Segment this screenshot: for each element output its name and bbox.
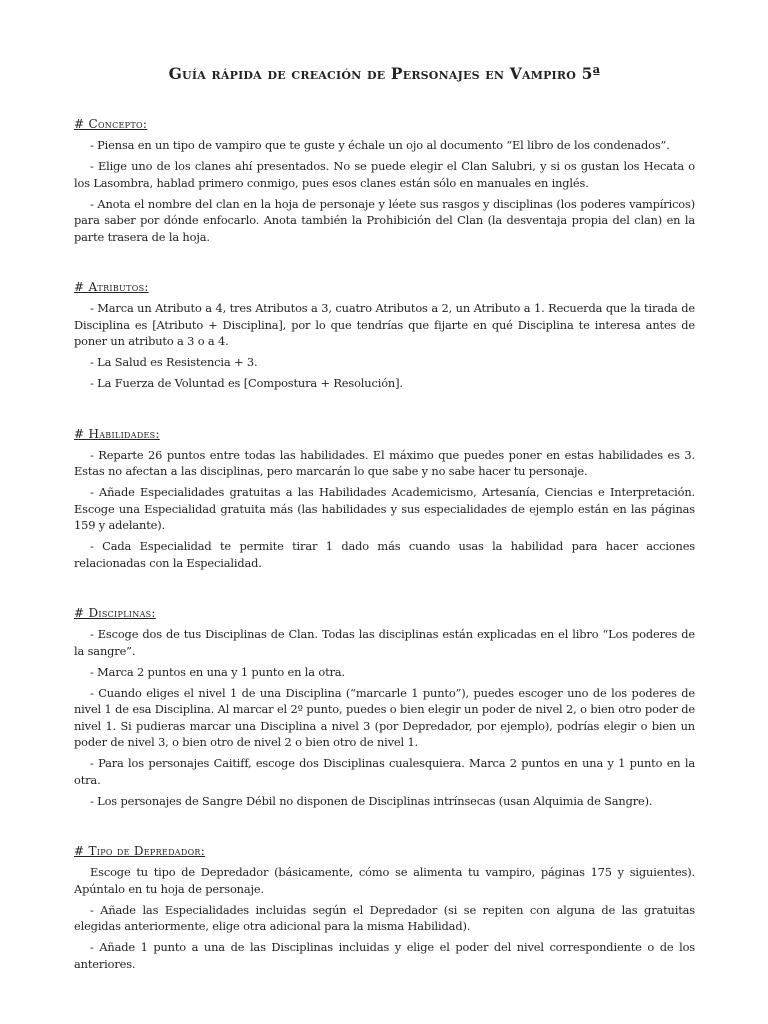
- paragraph: - Anota el nombre del clan en la hoja de personaje y léete sus rasgos y disciplinas (los poderes vampíricos) para saber por dónde enfocarlo. Anota también la Prohibición del Clan (la desventaja propia del clan) en la parte trasera de la hoja.: [74, 196, 695, 244]
- paragraph: Escoge tu tipo de Depredador (básicamente, cómo se alimenta tu vampiro, páginas 175 y siguientes). Apúntalo en tu hoja de personaje.: [74, 865, 695, 896]
- section-heading: # Atributos:: [74, 280, 149, 294]
- section-heading: # Concepto:: [74, 117, 148, 131]
- paragraph: - Reparte 26 puntos entre todas las habilidades. El máximo que puedes poner en estas habilidades es 3. Estas no afectan a las disciplinas, pero marcarán lo que sabe y no sabe hacer tu personaje.: [74, 447, 695, 478]
- paragraph: - Marca un Atributo a 4, tres Atributos a 3, cuatro Atributos a 2, un Atributo a 1. Recuerda que la tirada de Disciplina es [Atributo + Disciplina], por lo que tendrías que fijarte en qué Disciplina te interesa antes de poner un atributo a 3 o a 4.: [74, 301, 695, 348]
- paragraph: - Añade Especialidades gratuitas a las Habilidades Academicismo, Artesanía, Ciencias e Interpretación. Escoge una Especialidad gratuita más (las habilidades y sus especialidades de ejemplo están en las páginas 159 y adelante).: [74, 485, 695, 532]
- section-concepto: [74, 116, 695, 245]
- section-heading: # Tipo de Depredador:: [74, 844, 206, 858]
- paragraph: - Marca 2 puntos en una y 1 punto en la otra.: [90, 664, 345, 679]
- document-page: [74, 64, 695, 1006]
- paragraph: - La Fuerza de Voluntad es [Compostura + Resolución].: [90, 376, 403, 390]
- section-heading: # Disciplinas:: [74, 606, 156, 620]
- paragraph: - Para los personajes Caitiff, escoge dos Disciplinas cualesquiera. Marca 2 puntos en una y 1 punto en la otra.: [74, 756, 695, 787]
- paragraph: - Añade 1 punto a una de las Disciplinas incluidas y elige el poder del nivel correspondiente o de los anteriores.: [74, 940, 695, 971]
- paragraph: - Piensa en un tipo de vampiro que te guste y échale un ojo al documento “El libro de los condenados”.: [90, 138, 670, 152]
- paragraph: - La Salud es Resistencia + 3.: [90, 355, 258, 369]
- section-heading: # Habilidades:: [74, 426, 160, 441]
- paragraph: - Los personajes de Sangre Débil no disponen de Disciplinas intrínsecas (usan Alquimia de Sangre).: [90, 793, 653, 808]
- paragraph: - Añade las Especialidades incluidas según el Depredador (si se repiten con alguna de las gratuitas elegidas anteriormente, elige otra adicional para la misma Habilidad).: [74, 902, 695, 933]
- section-tipo-de-depredador: [74, 843, 695, 972]
- paragraph: - Cada Especialidad te permite tirar 1 dado más cuando usas la habilidad para hacer acciones relacionadas con la Especialidad.: [74, 539, 695, 570]
- paragraph: - Escoge dos de tus Disciplinas de Clan. Todas las disciplinas están explicadas en el libro “Los poderes de la sangre”.: [74, 627, 695, 658]
- paragraph: - Cuando eliges el nivel 1 de una Disciplina (“marcarle 1 punto”), puedes escoger uno de los poderes de nivel 1 de esa Disciplina. Al marcar el 2º punto, puedes o bien elegir un poder de nivel 2, o bien otro poder de nivel 1. Si pudieras marcar una Disciplina a nivel 3 (por Depredador, por ejemplo), podrías elegir o bien un poder de nivel 3, o bien otro de nivel 2 o bien otro de nivel 1.: [74, 685, 695, 749]
- section-atributos: [74, 279, 695, 392]
- section-disciplinas: [74, 605, 695, 809]
- page-title: Guía rápida de creación de Personajes en Vampiro 5ª: [168, 64, 601, 83]
- paragraph: - Elige uno de los clanes ahí presentados. No se puede elegir el Clan Salubri, y si os gustan los Hecata o los Lasombra, hablad primero conmigo, pues esos clanes están sólo en manuales en inglés.: [74, 159, 695, 190]
- section-habilidades: [74, 426, 695, 572]
